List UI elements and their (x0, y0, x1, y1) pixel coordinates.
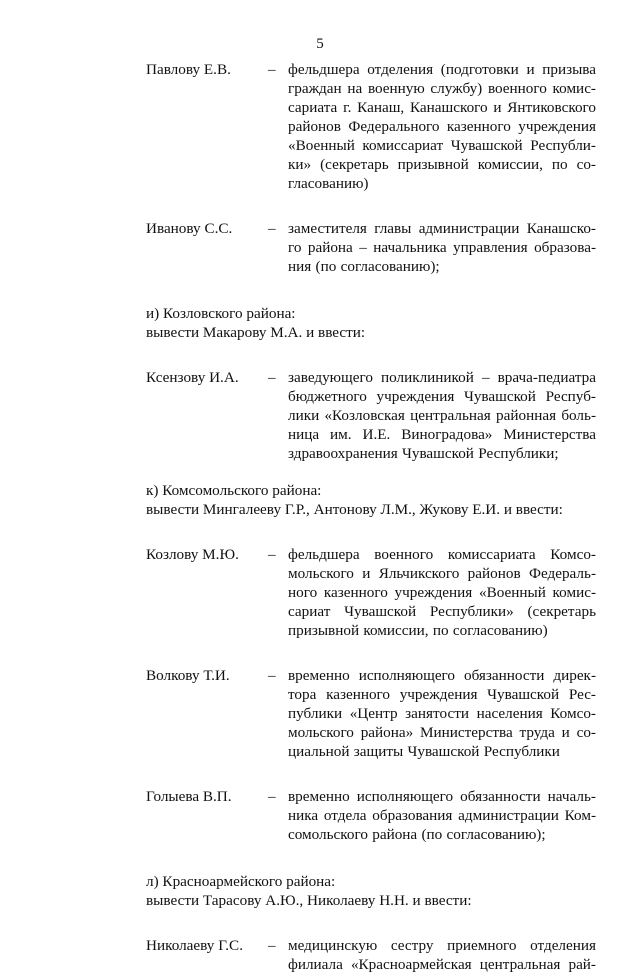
member-position (288, 787, 596, 844)
position-line: го района – начальника управления образова- (288, 239, 596, 256)
position-line: тора казенного учреждения Чувашской Рес- (288, 686, 596, 703)
section-heading (146, 481, 596, 519)
dash-separator: – (268, 220, 276, 237)
member-entry (146, 936, 596, 974)
member-position (288, 368, 596, 463)
position-line: бюджетного учреждения Чувашской Респуб- (288, 388, 596, 405)
block-gap (146, 519, 596, 545)
position-line: ница им. И.Е. Виноградова» Министерства (288, 426, 596, 443)
position-line: призывной комиссии, по согласованию) (288, 622, 548, 639)
member-entry (146, 787, 596, 844)
position-line: циальной защиты Чувашской Республики (288, 743, 560, 760)
member-entry (146, 60, 596, 193)
block-gap (146, 193, 596, 219)
position-line: ния (по согласованию); (288, 258, 440, 275)
member-entry (146, 545, 596, 640)
dash-separator: – (268, 667, 276, 684)
position-line: медицинскую сестру приемного отделения (288, 937, 596, 954)
position-line: публики «Центр занятости населения Комсо- (288, 705, 596, 722)
position-line: районов Федерального казенного учреждения (288, 118, 596, 135)
member-name: Иванову С.С. (146, 220, 233, 237)
member-position (288, 219, 596, 276)
document-body (146, 60, 596, 974)
position-line: филиала «Красноармейская центральная рай- (288, 956, 596, 973)
member-name: Ксензову И.А. (146, 369, 239, 386)
member-name: Голыева В.П. (146, 788, 232, 805)
position-line: «Военный комиссариат Чувашской Республи- (288, 137, 596, 154)
member-position (288, 936, 596, 974)
member-name: Павлову Е.В. (146, 61, 231, 78)
position-line: сариата г. Канаш, Канашского и Янтиковского (288, 99, 596, 116)
member-name: Волкову Т.И. (146, 667, 230, 684)
section-line: к) Комсомольского района: (146, 482, 322, 499)
position-line: заведующего поликлиникой – врача-педиатра (288, 369, 596, 386)
position-line: ки» (секретарь призывной комиссии, по со- (288, 156, 596, 173)
section-line: и) Козловского района: (146, 305, 296, 322)
block-gap (146, 761, 596, 787)
position-line: здравоохранения Чувашской Республики; (288, 445, 559, 462)
block-gap (146, 342, 596, 368)
section-line: вывести Макарову М.А. и ввести: (146, 324, 366, 341)
position-line: фельдшера военного комиссариата Комсо- (288, 546, 596, 563)
position-line: мольского и Яльчикского районов Федераль- (288, 565, 596, 582)
member-position (288, 545, 596, 640)
member-position (288, 666, 596, 761)
position-line: фельдшера отделения (подготовки и призыва (288, 61, 596, 78)
member-entry (146, 368, 596, 463)
position-line: гласованию) (288, 175, 369, 192)
section-line: л) Красноармейского района: (146, 873, 336, 890)
member-name: Николаеву Г.С. (146, 937, 243, 954)
position-line: граждан на военную службу) военного комис- (288, 80, 596, 97)
block-gap (146, 844, 596, 872)
member-position (288, 60, 596, 193)
section-heading (146, 872, 596, 910)
block-gap (146, 463, 596, 481)
member-entry (146, 666, 596, 761)
dash-separator: – (268, 369, 276, 386)
position-line: временно исполняющего обязанности началь- (288, 788, 596, 805)
position-line: сомольского района (по согласованию); (288, 826, 546, 843)
dash-separator: – (268, 61, 276, 78)
dash-separator: – (268, 546, 276, 563)
block-gap (146, 276, 596, 304)
member-name: Козлову М.Ю. (146, 546, 239, 563)
section-heading (146, 304, 596, 342)
position-line: сариат Чувашской Республики» (секретарь (288, 603, 596, 620)
position-line: ного казенного учреждения «Военный комис- (288, 584, 596, 601)
position-line: мольского района» Министерства труда и со- (288, 724, 596, 741)
page-number: 5 (316, 36, 324, 52)
block-gap (146, 910, 596, 936)
dash-separator: – (268, 937, 276, 954)
position-line: ника отдела образования администрации Ком- (288, 807, 596, 824)
member-entry (146, 219, 596, 276)
block-gap (146, 640, 596, 666)
position-line: лики «Козловская центральная районная боль- (288, 407, 596, 424)
section-line: вывести Мингалееву Г.Р., Антонову Л.М., Жукову Е.И. и ввести: (146, 501, 563, 518)
section-line: вывести Тарасову А.Ю., Николаеву Н.Н. и ввести: (146, 892, 472, 909)
position-line: заместителя главы администрации Канашско- (288, 220, 596, 237)
position-line: временно исполняющего обязанности дирек- (288, 667, 596, 684)
dash-separator: – (268, 788, 276, 805)
